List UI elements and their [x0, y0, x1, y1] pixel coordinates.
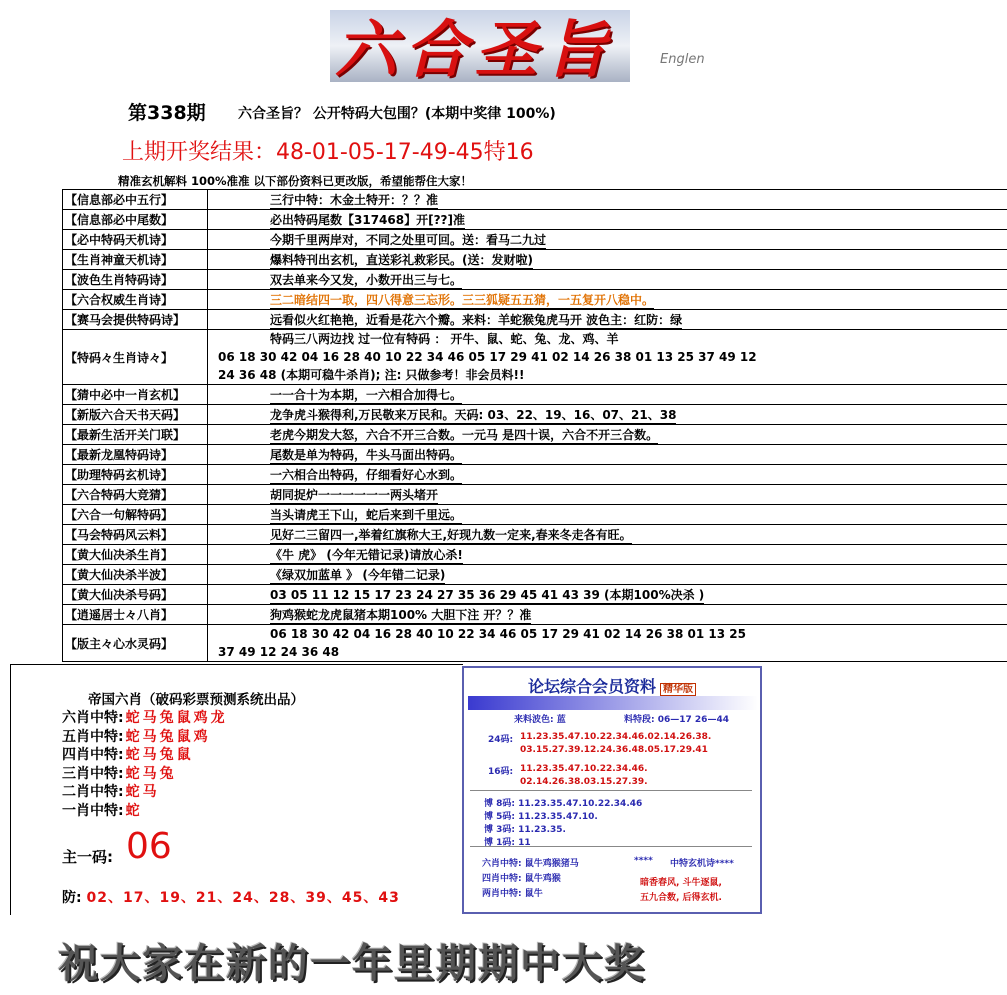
bo5-line: 博 5码: 11.23.35.47.10.	[484, 812, 598, 822]
row-value-text: 见好二三留四一,举着红旗称大王,好现九数一定来,春来冬走各有旺。	[270, 527, 632, 542]
row-label: 【信息部必中五行】	[63, 190, 208, 210]
row-value	[208, 485, 1007, 505]
stars-left: ****	[634, 856, 653, 866]
row-value	[208, 250, 1007, 270]
member-title	[464, 674, 760, 697]
info-row	[63, 330, 1007, 385]
row-label: 【特码々生肖诗々】	[63, 330, 208, 385]
info-row	[63, 445, 1007, 465]
info-row	[63, 565, 1007, 585]
row-label: 【生肖神童天机诗】	[63, 250, 208, 270]
row-value-text: 三行中特：木金土特开：？？准	[270, 192, 439, 207]
info-row	[63, 425, 1007, 445]
row-label: 【最新龙凰特码诗】	[63, 445, 208, 465]
main-code-label: 主一码:	[62, 848, 113, 866]
row-value-text: 必出特码尾数【317468】开[??]准	[270, 212, 465, 227]
code24-label: 24码:	[488, 735, 514, 745]
six-zodiac-title: 帝国六肖（破码彩票预测系统出品）	[88, 692, 304, 708]
info-row	[63, 505, 1007, 525]
member-meta-right: 料特段: 06—17 26—44	[624, 715, 729, 725]
row-label: 【黄大仙决杀半波】	[63, 565, 208, 585]
member-subtitle: 精华版	[660, 683, 696, 696]
row-value-text: 《绿双加蓝单 》 (今年错二记录)	[270, 567, 446, 582]
zodiac-pick-value: 蛇马兔鼠鸡	[125, 728, 211, 745]
row-value	[208, 330, 1007, 385]
info-row	[63, 250, 1007, 270]
row-value-text: 远看似火红艳艳，近看是花六个瓣。来料：羊蛇猴兔虎马开 波色主：红防：绿	[270, 312, 683, 327]
two-zodiac-line: 两肖中特: 鼠牛	[482, 889, 543, 899]
row-value-line: 24 36 48 (本期可稳牛杀肖); 注: 只做参考！非会员料!!	[218, 368, 525, 382]
zodiac-pick-label: 四肖中特:	[62, 747, 124, 763]
defense-numbers	[62, 887, 400, 907]
member-title-text: 论坛综合会员资料	[527, 677, 656, 696]
intro-text: 精准玄机解料 100%准准 以下部份资料已更改版，希望能帮住大家！	[118, 174, 473, 188]
row-value-text: 一六相合出特码，仔细看好心水到。	[270, 467, 463, 482]
poem-title: 中特玄机诗****	[670, 859, 734, 869]
row-label: 【黄大仙决杀号码】	[63, 585, 208, 605]
zodiac-pick-label: 六肖中特:	[62, 710, 124, 726]
zodiac-pick-value: 蛇马兔	[125, 765, 177, 782]
member-data-box	[462, 666, 762, 914]
bo8-line: 博 8码: 11.23.35.47.10.22.34.46	[484, 799, 643, 809]
info-row	[63, 525, 1007, 545]
english-link[interactable]: Englen	[660, 52, 705, 67]
row-value-line: 06 18 30 42 04 16 28 40 10 22 34 46 05 17 29 41 02 14 26 38 01 13 25 37 49 12	[218, 350, 757, 364]
row-value	[208, 565, 1007, 585]
info-row	[63, 545, 1007, 565]
row-value	[208, 445, 1007, 465]
row-label: 【必中特码天机诗】	[63, 230, 208, 250]
headline: 六合圣旨？ 公开特码大包围？(本期中奖律 100%)	[238, 106, 556, 122]
row-value-text: 老虎今期发大怒，六合不开三合数。一元马 是四十误，六合不开三合数。	[270, 427, 659, 442]
row-label: 【最新生活开关门联】	[63, 425, 208, 445]
info-table	[62, 189, 1007, 662]
issue-number: 第338期	[128, 102, 206, 124]
poem-line-2: 五九合数, 后得玄机.	[640, 893, 722, 903]
member-divider	[470, 846, 752, 847]
row-value-text: 当头请虎王下山，蛇后来到千里远。	[270, 507, 463, 522]
zodiac-pick-value: 蛇	[125, 802, 143, 819]
bo1-line: 博 1码: 11	[484, 838, 531, 848]
row-label: 【波色生肖特码诗】	[63, 270, 208, 290]
row-value-text: 03 05 11 12 15 17 23 24 27 35 36 29 45 41 43 39 (本期100%决杀 )	[270, 587, 705, 602]
row-value	[208, 465, 1007, 485]
zodiac-pick-label: 三肖中特:	[62, 765, 124, 782]
info-row	[63, 385, 1007, 405]
row-value	[208, 605, 1007, 625]
row-value-line: 06 18 30 42 04 16 28 40 10 22 34 46 05 17 29 41 02 14 26 38 01 13 25	[270, 627, 746, 641]
row-value-text: 一一合十为本期，一六相合加得七。	[270, 387, 463, 402]
zodiac-pick-label: 五肖中特:	[62, 728, 124, 745]
row-value	[208, 290, 1007, 310]
four-zodiac-line: 四肖中特: 鼠牛鸡猴	[482, 874, 561, 884]
info-row	[63, 290, 1007, 310]
zodiac-pick-row	[62, 800, 143, 820]
zodiac-pick-row	[62, 726, 211, 746]
row-value	[208, 405, 1007, 425]
info-row	[63, 405, 1007, 425]
row-label: 【版主々心水灵码】	[63, 625, 208, 662]
member-header-bar	[468, 696, 758, 710]
row-value	[208, 230, 1007, 250]
code16-label: 16码:	[488, 767, 514, 777]
row-value	[208, 270, 1007, 290]
row-label: 【助理特码玄机诗】	[63, 465, 208, 485]
last-result: 上期开奖结果：48-01-05-17-49-45特16	[122, 140, 534, 165]
row-value-text: 爆料特刊出玄机，直送彩礼救彩民。(送：发财啦)	[270, 252, 533, 267]
row-value-text: 三二暗结四一取，四八得意三忘形。三三狐疑五五猜，一五复开八稳中。	[270, 292, 655, 307]
row-value	[208, 310, 1007, 330]
main-code-value: 06	[126, 826, 172, 867]
row-label: 【六合一句解特码】	[63, 505, 208, 525]
row-value-text: 双去单来今又发，小数开出三与七。	[270, 272, 463, 287]
row-value	[208, 190, 1007, 210]
row-value-text: 胡同捉炉一一一一一一两头堵开	[270, 487, 439, 502]
info-row	[63, 485, 1007, 505]
row-value-text: 狗鸡猴蛇龙虎鼠猪本期100% 大胆下注 开？？准	[270, 607, 532, 622]
row-value	[208, 525, 1007, 545]
row-label: 【信息部必中尾数】	[63, 210, 208, 230]
info-row	[63, 625, 1007, 662]
code16-line-b: 02.14.26.38.03.15.27.39.	[520, 777, 648, 787]
row-value-line: 37 49 12 24 36 48	[218, 645, 340, 659]
row-value	[208, 505, 1007, 525]
info-row	[63, 270, 1007, 290]
row-value-text: 龙争虎斗猴得利,万民敬来万民和。天码: 03、22、19、16、07、21、38	[270, 407, 677, 422]
defense-label: 防:	[62, 890, 82, 906]
defense-values: 02、17、19、21、24、28、39、45、43	[86, 890, 400, 906]
member-divider	[470, 790, 752, 791]
row-value	[208, 625, 1007, 662]
info-row	[63, 465, 1007, 485]
zodiac-pick-row	[62, 744, 194, 764]
row-value-text: 今期千里两岸对，不同之处里可回。送：看马二九过	[270, 232, 547, 247]
row-label: 【马会特码风云料】	[63, 525, 208, 545]
zodiac-pick-label: 二肖中特:	[62, 784, 124, 800]
row-label: 【六合特码大竞猜】	[63, 485, 208, 505]
zodiac-pick-value: 蛇马兔鼠鸡龙	[125, 710, 228, 726]
row-value	[208, 545, 1007, 565]
row-value-text: 《牛 虎》 (今年无错记录)请放心杀!	[270, 547, 463, 562]
row-value-line: 特码三八两边找 过一位有特码 ： 开牛、鼠、蛇、兔、龙、鸡、羊	[270, 332, 619, 346]
zodiac-pick-value: 蛇马	[125, 784, 160, 800]
row-value	[208, 425, 1007, 445]
footer-banner: 祝大家在新的一年里期期中大奖	[58, 941, 646, 987]
poem-line-1: 暗香春风, 斗牛逐鼠,	[640, 878, 722, 888]
row-label: 【六合权威生肖诗】	[63, 290, 208, 310]
row-label: 【猜中必中一肖玄机】	[63, 385, 208, 405]
member-meta-left: 来料波色: 蓝	[514, 715, 566, 725]
zodiac-pick-row	[62, 707, 228, 727]
row-label: 【新版六合天书天码】	[63, 405, 208, 425]
code24-line-a: 11.23.35.47.10.22.34.46.02.14.26.38.	[520, 732, 712, 742]
logo: 六合圣旨	[335, 13, 616, 86]
row-value-text: 尾数是单为特码，牛头马面出特码。	[270, 447, 463, 462]
code16-line-a: 11.23.35.47.10.22.34.46.	[520, 764, 648, 774]
row-label: 【黄大仙决杀生肖】	[63, 545, 208, 565]
info-row	[63, 310, 1007, 330]
code24-line-b: 03.15.27.39.12.24.36.48.05.17.29.41	[520, 745, 708, 755]
zodiac-pick-row	[62, 781, 160, 801]
info-row	[63, 210, 1007, 230]
row-label: 【赛马会提供特码诗】	[63, 310, 208, 330]
zodiac-pick-value: 蛇马兔鼠	[125, 747, 194, 763]
row-label: 【逍遥居士々八肖】	[63, 605, 208, 625]
bo3-line: 博 3码: 11.23.35.	[484, 825, 566, 835]
row-value	[208, 385, 1007, 405]
info-row	[63, 585, 1007, 605]
six-zodiac-line: 六肖中特: 鼠牛鸡猴猪马	[482, 859, 579, 869]
zodiac-pick-label: 一肖中特:	[62, 802, 124, 819]
info-row	[63, 605, 1007, 625]
row-value	[208, 210, 1007, 230]
row-value	[208, 585, 1007, 605]
zodiac-pick-row	[62, 763, 177, 783]
info-row	[63, 230, 1007, 250]
info-row	[63, 190, 1007, 210]
